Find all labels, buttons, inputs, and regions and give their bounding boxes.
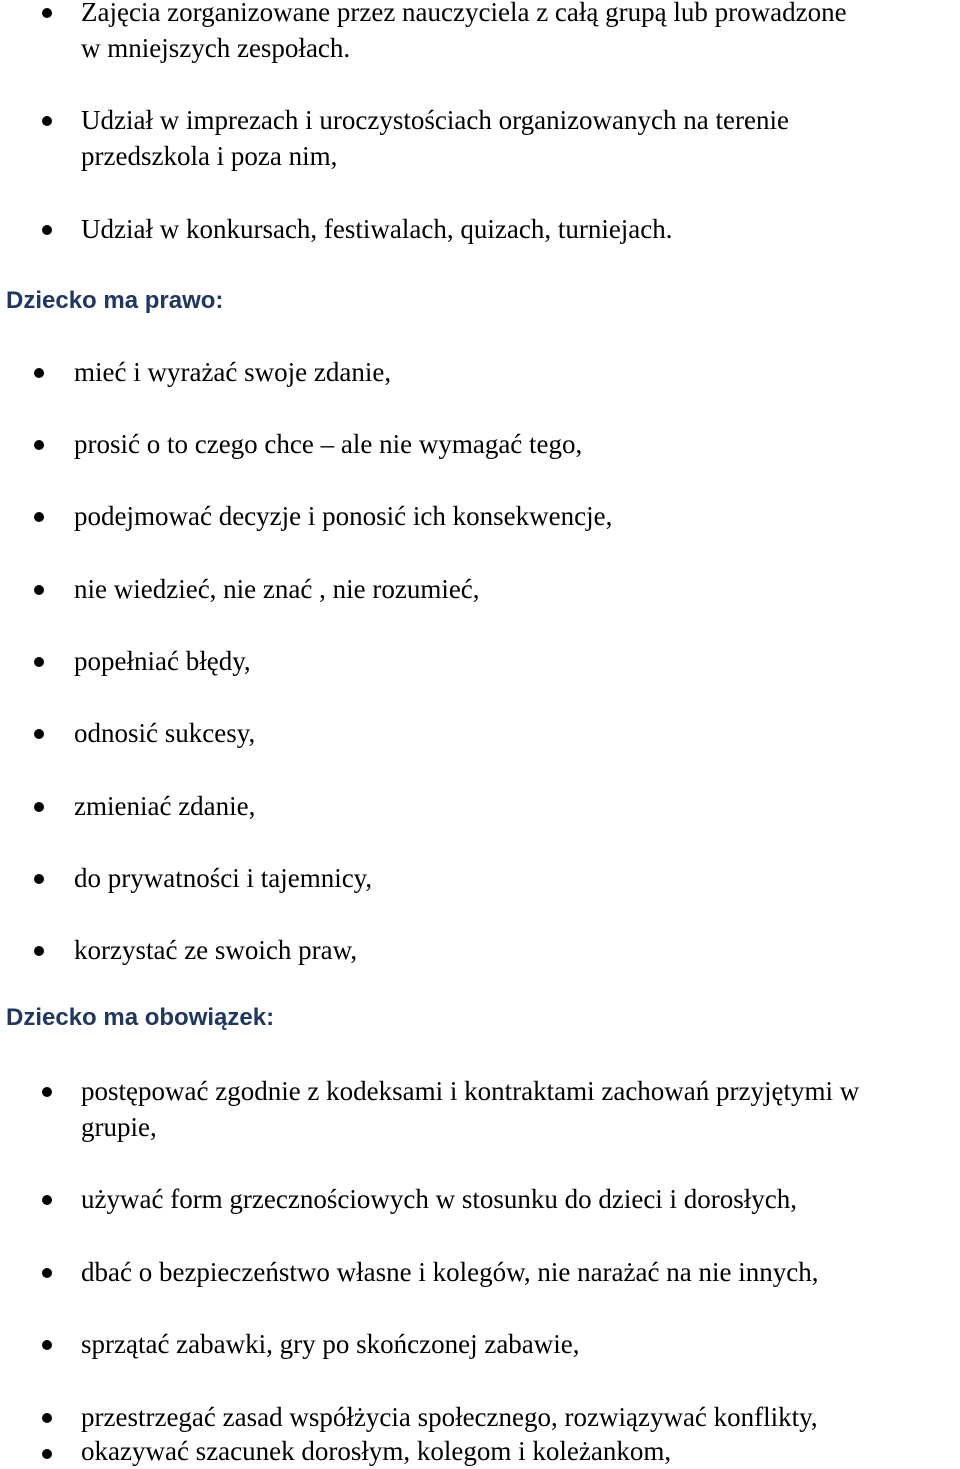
bullet-icon [34, 802, 44, 812]
bullet-icon [42, 1340, 52, 1350]
list-item: mieć i wyrażać swoje zdanie, [74, 357, 392, 387]
list-item-line: grupie, [81, 1112, 157, 1142]
bullet-icon [34, 946, 44, 956]
list-item: zmieniać zdanie, [74, 791, 256, 821]
bullet-icon [42, 116, 52, 126]
list-item: korzystać ze swoich praw, [74, 935, 358, 965]
bullet-icon [42, 8, 52, 18]
bullet-icon [34, 874, 44, 884]
list-item-line: przestrzegać zasad współżycia społecznego, rozwiązywać konflikty, [81, 1402, 818, 1432]
list-item-line: w mniejszych zespołach. [81, 33, 351, 63]
bullet-icon [42, 1413, 52, 1423]
list-item-line: dbać o bezpieczeństwo własne i kolegów, nie narażać na nie innych, [81, 1257, 819, 1287]
bullet-icon [34, 729, 44, 739]
bullet-icon [42, 1087, 52, 1097]
bullet-icon [34, 440, 44, 450]
list-item-line: Zajęcia zorganizowane przez nauczyciela z całą grupą lub prowadzone [81, 0, 847, 27]
bullet-icon [42, 1268, 52, 1278]
bullet-icon [34, 657, 44, 667]
duties-heading: Dziecko ma obowiązek: [6, 1004, 275, 1031]
bullet-icon [34, 585, 44, 595]
list-item-line: okazywać szacunek dorosłym, kolegom i koleżankom, [81, 1436, 672, 1466]
bullet-icon [42, 1449, 52, 1459]
bullet-icon [34, 368, 44, 378]
bullet-icon [42, 225, 52, 235]
bullet-icon [42, 1195, 52, 1205]
rights-heading: Dziecko ma prawo: [6, 287, 224, 314]
bullet-icon [34, 512, 44, 522]
list-item-line: postępować zgodnie z kodeksami i kontraktami zachowań przyjętymi w [81, 1076, 860, 1106]
list-item: podejmować decyzje i ponosić ich konsekwencje, [74, 501, 613, 531]
list-item-line: sprzątać zabawki, gry po skończonej zabawie, [81, 1329, 580, 1359]
list-item-line: używać form grzecznościowych w stosunku do dzieci i dorosłych, [81, 1184, 798, 1214]
list-item: popełniać błędy, [74, 646, 251, 676]
list-item: do prywatności i tajemnicy, [74, 863, 373, 893]
list-item-line: przedszkola i poza nim, [81, 141, 338, 171]
list-item-line: Udział w imprezach i uroczystościach organizowanych na terenie [81, 105, 789, 135]
list-item: nie wiedzieć, nie znać , nie rozumieć, [74, 574, 480, 604]
list-item-line: Udział w konkursach, festiwalach, quizach, turniejach. [81, 214, 673, 244]
list-item: prosić o to czego chce – ale nie wymagać tego, [74, 429, 583, 459]
list-item: odnosić sukcesy, [74, 718, 256, 748]
